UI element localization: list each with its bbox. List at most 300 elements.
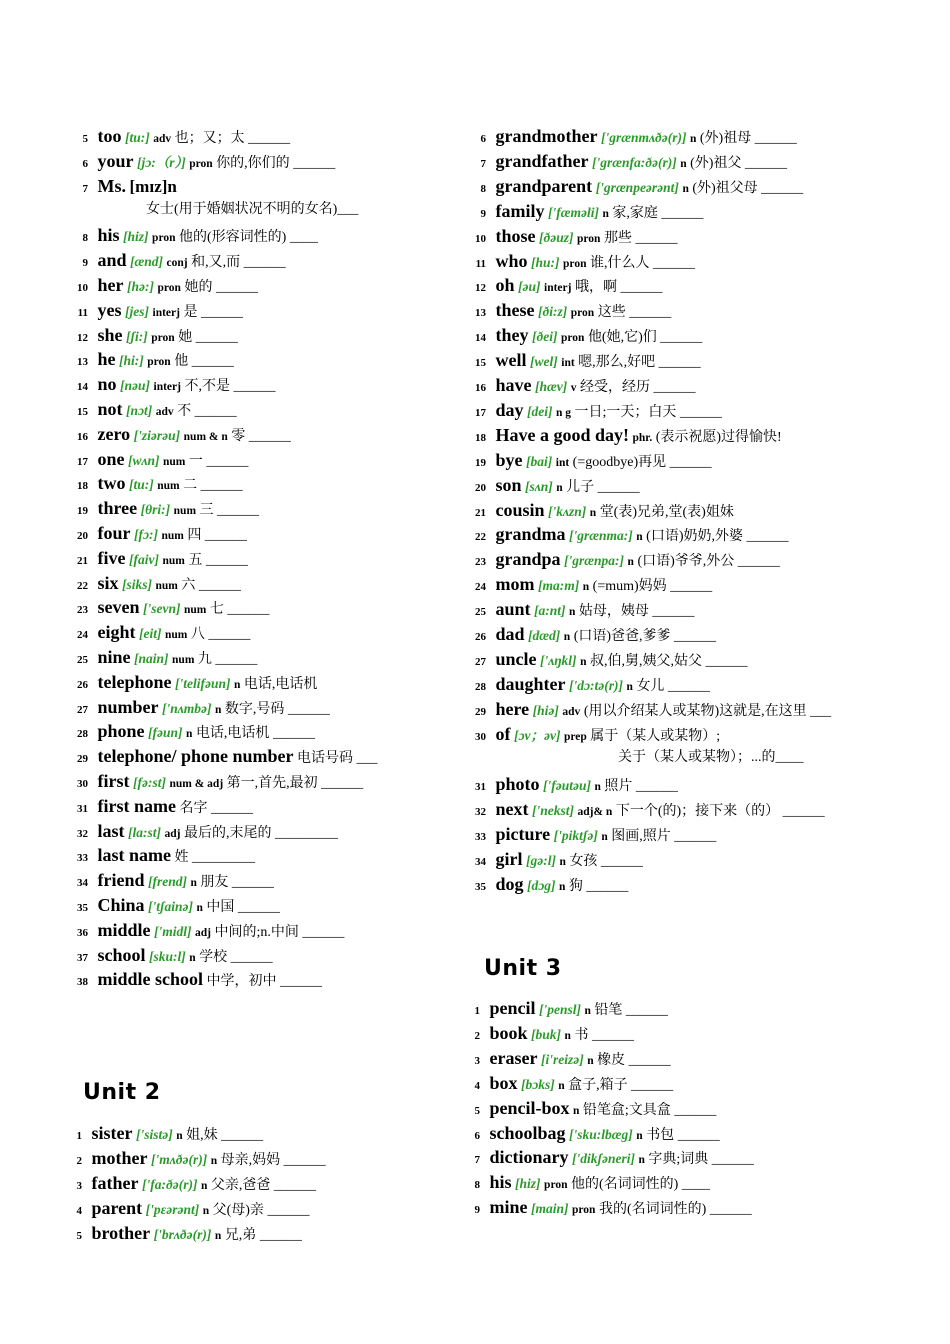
entry-meaning: 八 (190, 627, 205, 643)
entry-phonetic: [wʌn] (128, 452, 160, 468)
entry-word: too (97, 126, 122, 146)
entry-word: those (495, 225, 536, 246)
entry-number: 28 (475, 680, 486, 693)
vocab-entry (468, 847, 643, 874)
entry-number: 7 (474, 1154, 480, 1167)
entry-blank: ______ (658, 355, 701, 371)
entry-number: 18 (77, 480, 88, 493)
entry-part-of-speech: phr. (632, 431, 653, 444)
entry-number: 11 (475, 257, 486, 270)
vocab-entry (468, 697, 831, 724)
entry-part-of-speech: n (559, 855, 566, 868)
entry-blank: ______ (215, 280, 258, 295)
vocab-entry (70, 223, 318, 250)
vocab-entry (70, 819, 338, 846)
entry-number: 33 (475, 830, 486, 843)
entry-meaning: 数字,号码 (224, 701, 285, 717)
entry-part-of-speech: num (162, 554, 185, 567)
entry-number: 4 (474, 1079, 480, 1092)
entry-phonetic: [buk] (531, 1026, 562, 1042)
vocab-entry (468, 224, 677, 251)
entry-blank: ______ (248, 428, 291, 444)
entry-number: 37 (77, 951, 88, 964)
vocab-entry (468, 124, 797, 151)
entry-meaning: 姑母，姨母 (578, 604, 649, 620)
entry-part-of-speech: pron (544, 1179, 568, 1192)
entry-number: 3 (474, 1054, 480, 1067)
entry-part-of-speech: num & adj (169, 778, 224, 790)
entry-meaning: 她的 (184, 280, 213, 295)
entry-word: school (97, 944, 146, 965)
entry-phonetic: [main] (531, 1201, 569, 1217)
entry-word: not (97, 399, 123, 419)
entry-part-of-speech: adv (153, 133, 172, 145)
entry-word: nine (97, 647, 131, 667)
entry-meaning: 谁,什么人 (589, 255, 650, 271)
vocab-entry (468, 423, 782, 450)
entry-number: 13 (77, 356, 88, 369)
entry-number: 35 (475, 880, 486, 893)
entry-meaning: 女儿 (636, 678, 665, 694)
entry-phonetic: [ɑ:nt] (534, 603, 566, 619)
entry-meaning: 零 (231, 428, 246, 444)
entry-meaning: 四 (187, 528, 202, 543)
entry-number: 6 (82, 157, 88, 170)
entry-part-of-speech: adj& n (577, 805, 613, 818)
entry-number: 14 (475, 332, 486, 345)
entry-word: brother (91, 1223, 151, 1243)
entry-word: who (495, 250, 528, 271)
entry-number: 16 (77, 430, 88, 443)
entry-part-of-speech: num (172, 654, 195, 666)
entry-word: six (97, 572, 119, 593)
right-column (468, 124, 928, 1224)
left-column (70, 124, 470, 1244)
entry-part-of-speech: n g (556, 406, 572, 419)
entry-meaning: 哦，啊 (574, 280, 617, 296)
entry-number: 9 (480, 207, 486, 220)
entry-part-of-speech: pron (570, 307, 595, 320)
entry-blank: ______ (267, 1203, 310, 1218)
entry-number: 31 (475, 781, 486, 793)
entry-word: grandfather (495, 150, 589, 171)
entry-meaning: 狗 (568, 878, 583, 894)
entry-number: 18 (475, 431, 486, 444)
entry-word: zero (97, 423, 131, 444)
entry-phonetic: [dɔg] (527, 877, 556, 893)
entry-blank: ______ (629, 305, 672, 321)
vocab-entry (70, 174, 177, 201)
vocab-entry (468, 1046, 671, 1073)
entry-meaning: 字典;词典 (648, 1152, 709, 1168)
entry-phonetic: [nɔt] (126, 403, 153, 418)
entry-word: pencil (489, 998, 536, 1018)
entry-blank: ______ (628, 1052, 671, 1068)
entry-word: next (495, 798, 529, 819)
entry-blank: ______ (737, 554, 780, 570)
entry-number: 27 (77, 703, 88, 716)
entry-part-of-speech: pron (577, 232, 601, 245)
entry-meaning: 一日;一天；白天 (574, 404, 677, 420)
entry-number: 13 (475, 307, 486, 320)
entry-part-of-speech: n (176, 1130, 183, 1142)
entry-phonetic: [sku:l] (149, 948, 186, 964)
entry-word: China (97, 895, 145, 915)
vocab-entry (70, 397, 237, 424)
unit2-heading: Unit 2 (83, 1080, 161, 1105)
entry-number: 23 (77, 604, 88, 617)
vocab-entry (468, 1145, 754, 1172)
entry-blank: ___ (356, 751, 378, 767)
entry-word: picture (495, 823, 551, 844)
entry-number: 22 (475, 531, 486, 544)
entry-word: aunt (495, 599, 531, 620)
entry-word: your (97, 150, 134, 171)
entry-word: first (97, 771, 130, 791)
entry-blank: ____ (681, 1177, 710, 1193)
entry-part-of-speech: adj (195, 926, 211, 939)
entry-meaning: 父亲,爸爸 (210, 1178, 271, 1193)
entry-part-of-speech: n (234, 678, 241, 691)
vocab-entry (468, 647, 747, 674)
entry-number: 3 (76, 1180, 82, 1192)
entry-part-of-speech: num (161, 530, 184, 542)
entry-phonetic: [ʃi:] (126, 328, 148, 344)
entry-blank: ______ (283, 1153, 326, 1168)
entry-blank: ______ (221, 1128, 264, 1143)
entry-phonetic: [siks] (122, 576, 153, 592)
entry-meaning: (外)祖父母 (692, 180, 758, 196)
entry-meaning: 第一,首先,最初 (226, 776, 318, 791)
vocab-entry (70, 496, 259, 523)
entry-part-of-speech: adj (164, 827, 181, 840)
entry-phonetic: [faiv] (128, 551, 159, 567)
entry-number: 31 (77, 802, 88, 815)
entry-part-of-speech: n (587, 1054, 594, 1067)
entry-meaning: 兄,弟 (224, 1228, 257, 1243)
entry-meaning: 图画,照片 (611, 828, 671, 844)
entry-meaning: 照片 (604, 779, 633, 794)
entry-meaning: 儿子 (566, 479, 595, 495)
entry-number: 14 (77, 381, 88, 394)
entry-part-of-speech: num (173, 505, 197, 518)
entry-word: well (495, 350, 527, 371)
entry-number: 25 (77, 654, 88, 666)
entry-part-of-speech: n (589, 506, 597, 519)
vocab-entry (70, 571, 241, 598)
vocab-entry (70, 769, 363, 796)
entry-meaning: 二 (183, 478, 198, 494)
entry-phonetic: [mɑ:m] (538, 578, 580, 594)
entry-meaning: 不 (177, 404, 192, 419)
entry-meaning: 三 (199, 503, 214, 519)
entry-word: he (97, 349, 116, 370)
entry-meaning: (=mum)妈妈 (592, 579, 667, 595)
entry-blank: ______ (200, 478, 243, 494)
entry-blank: ______ (302, 924, 345, 940)
vocab-entry (468, 448, 712, 475)
entry-number: 27 (475, 655, 486, 668)
entry-blank: ______ (782, 803, 825, 819)
entry-meaning: 最后的,末尾的 (183, 825, 272, 841)
vocab-entry (468, 772, 678, 799)
entry-number: 2 (474, 1029, 480, 1042)
entry-meaning: (外)祖母 (699, 131, 752, 146)
entry-number: 20 (475, 481, 486, 494)
entry-part-of-speech: n (594, 781, 601, 793)
entry-phonetic: ['piktʃə] (553, 827, 598, 843)
entry-blank: ______ (243, 255, 286, 271)
entry-part-of-speech: pron (560, 332, 585, 345)
entry-phonetic: [hi:] (119, 353, 144, 369)
entry-meaning: 一 (188, 453, 203, 469)
entry-blank: ______ (744, 155, 787, 171)
entry-part-of-speech: num (165, 629, 188, 642)
entry-meaning: (口语)爷爷,外公 (637, 554, 735, 570)
entry-word: grandmother (495, 126, 598, 146)
entry-phonetic: [dæd] (528, 628, 561, 643)
entry-phonetic: [ænd] (130, 254, 164, 270)
entry-meaning: 中学，初中 (206, 974, 277, 990)
entry-number: 1 (76, 1130, 82, 1142)
vocab-entry (468, 572, 712, 599)
entry-number: 25 (475, 606, 486, 619)
entry-part-of-speech: num & n (183, 430, 228, 443)
vocab-entry (70, 521, 247, 548)
entry-phonetic: ['pɛərənt] (145, 1202, 200, 1217)
entry-word: daughter (495, 673, 566, 694)
vocab-entry (70, 744, 378, 771)
entry-word: Ms. (97, 175, 126, 196)
entry-word: here (495, 698, 530, 719)
entry-part-of-speech: n (636, 531, 643, 544)
entry-phonetic: [lɑ:st] (128, 824, 161, 840)
entry-meaning: 下一个(的)；接下来（的） (615, 803, 780, 819)
entry-meaning: 姐,妹 (186, 1128, 218, 1143)
entry-meaning: 叔,伯,舅,姨父,姑父 (589, 653, 702, 669)
entry-word: family (495, 200, 545, 221)
entry-phonetic: [ði:z] (538, 304, 568, 320)
entry-phonetic: [eit] (139, 626, 162, 642)
entry-word: yes (97, 299, 122, 320)
entry-phonetic: [nain] (134, 651, 169, 666)
entry-phonetic: [ðəuz] (539, 229, 574, 245)
entry-word: mine (489, 1197, 528, 1218)
entry-phonetic: [mɪz]n (129, 176, 177, 196)
vocab-entry (468, 298, 671, 325)
vocab-entry (70, 471, 243, 498)
entry-word: grandma (495, 524, 566, 545)
entry-blank: ______ (635, 779, 678, 794)
entry-phonetic: [frend] (148, 874, 187, 890)
vocab-entry (70, 323, 238, 350)
entry-part-of-speech: interj (153, 381, 181, 394)
entry-number: 11 (77, 306, 88, 319)
vocab-entry (70, 149, 335, 176)
entry-word: cousin (495, 499, 545, 520)
entry-part-of-speech: n (215, 703, 222, 716)
entry-word: photo (495, 774, 540, 794)
entry-number: 32 (475, 805, 486, 818)
entry-word: girl (495, 848, 523, 869)
entry-word: have (495, 375, 532, 395)
entry-number: 10 (77, 282, 88, 294)
entry-word: day (495, 399, 524, 420)
entry-phonetic: ['grænpeərənt] (595, 179, 679, 195)
entry-part-of-speech: pron (151, 331, 175, 344)
entry-phonetic: [hiz] (123, 229, 149, 245)
entry-phonetic: ['tʃainə] (148, 899, 194, 914)
entry-number: 21 (77, 554, 88, 567)
vocab-entry (70, 670, 317, 697)
entry-meaning: (口语)爸爸,爹爹 (573, 629, 671, 644)
vocab-entry (468, 872, 628, 899)
entry-phonetic: ['ʌŋkl] (540, 652, 577, 668)
vocab-entry (70, 645, 257, 672)
entry-part-of-speech: pron (572, 1204, 596, 1217)
entry-word: parent (91, 1198, 143, 1218)
entry-word: five (97, 547, 126, 568)
entry-phonetic: ['sku:lbæg] (569, 1126, 633, 1142)
entry-part-of-speech: num (155, 579, 178, 592)
entry-meaning: 这些 (597, 305, 626, 321)
entry-part-of-speech: n (190, 877, 197, 890)
entry-phonetic: [θri:] (140, 502, 171, 518)
entry-word: first name (97, 795, 176, 816)
entry-blank: ______ (208, 627, 251, 643)
vocab-entry (70, 248, 286, 275)
entry-meaning: 姓 (174, 850, 189, 866)
entry-number: 7 (82, 182, 88, 195)
entry-word: one (97, 448, 125, 469)
entry-blank: ______ (652, 255, 695, 271)
entry-part-of-speech: n (682, 182, 689, 195)
entry-number: 20 (77, 530, 88, 542)
entry-word: eight (97, 622, 136, 643)
vocab-entry (70, 794, 253, 821)
entry-blank: ______ (198, 577, 241, 593)
entry-phonetic: ['fæməli] (548, 204, 599, 220)
entry-number: 6 (480, 133, 486, 145)
entry-meaning: 五 (188, 552, 203, 568)
vocab-entry (468, 1170, 710, 1197)
entry-word: four (97, 523, 131, 543)
entry-meaning: 也；又；太 (174, 131, 245, 146)
entry-blank: ______ (709, 1202, 752, 1218)
entry-phonetic: [hæv] (535, 379, 568, 394)
entry-meaning: 他的(名词词性的) (571, 1177, 679, 1193)
vocab-entry (468, 996, 668, 1023)
vocab-entry (468, 348, 701, 375)
entry-part-of-speech: int (555, 456, 570, 469)
entry-word: number (97, 696, 159, 717)
entry-number: 29 (77, 753, 88, 766)
entry-number: 22 (77, 579, 88, 592)
entry-word: seven (97, 597, 140, 618)
vocab-entry (70, 918, 344, 945)
entry-meaning: 嗯,那么,好吧 (578, 355, 656, 371)
entry-blank: ______ (215, 652, 258, 667)
entry-part-of-speech: adv (155, 406, 174, 418)
entry-word: his (97, 225, 120, 246)
entry-meaning: 他(她,它)们 (587, 330, 657, 346)
entry-part-of-speech: n (602, 207, 609, 220)
vocab-entry (468, 249, 695, 276)
entry-number: 35 (77, 902, 88, 914)
entry-phonetic: [fɔ:] (134, 527, 158, 542)
entry-number: 17 (475, 406, 486, 419)
vocab-entry (70, 546, 248, 573)
entry-part-of-speech: pron (189, 157, 213, 170)
entry-phonetic: [bɔks] (521, 1076, 555, 1092)
entry-word: grandparent (495, 175, 593, 196)
vocab-entry (468, 1121, 720, 1148)
entry-part-of-speech: n (689, 133, 697, 145)
of-meaning-continuation: 关于（某人或某物）；...的____ (618, 750, 804, 765)
entry-meaning: (表示祝愿)过得愉快! (655, 429, 782, 445)
entry-phonetic: ['sevn] (143, 601, 181, 617)
entry-part-of-speech: n (638, 1154, 645, 1167)
entry-phonetic: [tu:] (125, 130, 150, 145)
entry-part-of-speech: n (186, 728, 193, 741)
entry-number: 32 (77, 827, 88, 840)
entry-phonetic: [i'reizə] (540, 1051, 584, 1067)
entry-phonetic: [dei] (527, 403, 553, 419)
vocab-entry (468, 174, 803, 201)
entry-blank: ______ (248, 131, 291, 146)
entry-blank: ______ (625, 1003, 668, 1018)
entry-blank: ______ (653, 380, 696, 395)
entry-word: dictionary (489, 1147, 569, 1168)
entry-phonetic: [ðei] (532, 329, 558, 345)
entry-blank: ______ (674, 828, 717, 844)
entry-part-of-speech: n (558, 1079, 565, 1092)
vocab-entry (70, 447, 248, 474)
entry-number: 4 (76, 1205, 82, 1217)
entry-part-of-speech: interj (152, 306, 180, 319)
entry-blank: ______ (761, 180, 804, 196)
entry-meaning: 堂(表)兄弟,堂(表)姐妹 (599, 504, 734, 520)
entry-meaning: (=goodbye)再见 (572, 454, 667, 470)
entry-phonetic: ['sistə] (135, 1127, 173, 1142)
entry-part-of-speech: n (210, 1155, 218, 1167)
entry-number: 8 (480, 182, 486, 195)
vocab-entry (468, 597, 694, 624)
entry-number: 24 (77, 629, 88, 642)
entry-blank: _________ (192, 850, 255, 866)
entry-part-of-speech: n (626, 680, 633, 693)
entry-part-of-speech: interj (544, 282, 572, 295)
vocab-entry (70, 273, 258, 300)
entry-number: 28 (77, 728, 88, 741)
entry-number: 30 (77, 778, 88, 790)
entry-phonetic: ['mʌðə(r)] (150, 1152, 208, 1167)
vocab-entry (70, 595, 269, 622)
entry-phonetic: [gə:l] (526, 852, 556, 868)
vocab-entry (468, 1195, 752, 1222)
entry-phonetic: ['pensl] (539, 1002, 582, 1017)
entry-number: 15 (475, 357, 486, 370)
entry-word: they (495, 325, 529, 346)
entry-meaning: 是 (183, 304, 198, 320)
entry-phonetic: ['midl] (154, 923, 192, 939)
entry-meaning: 女孩 (569, 853, 598, 869)
entry-blank: ______ (705, 653, 748, 669)
vocab-entry (468, 797, 825, 824)
entry-blank: ______ (631, 1077, 674, 1093)
entry-blank: ______ (259, 1228, 302, 1243)
entry-blank: ______ (746, 529, 789, 545)
